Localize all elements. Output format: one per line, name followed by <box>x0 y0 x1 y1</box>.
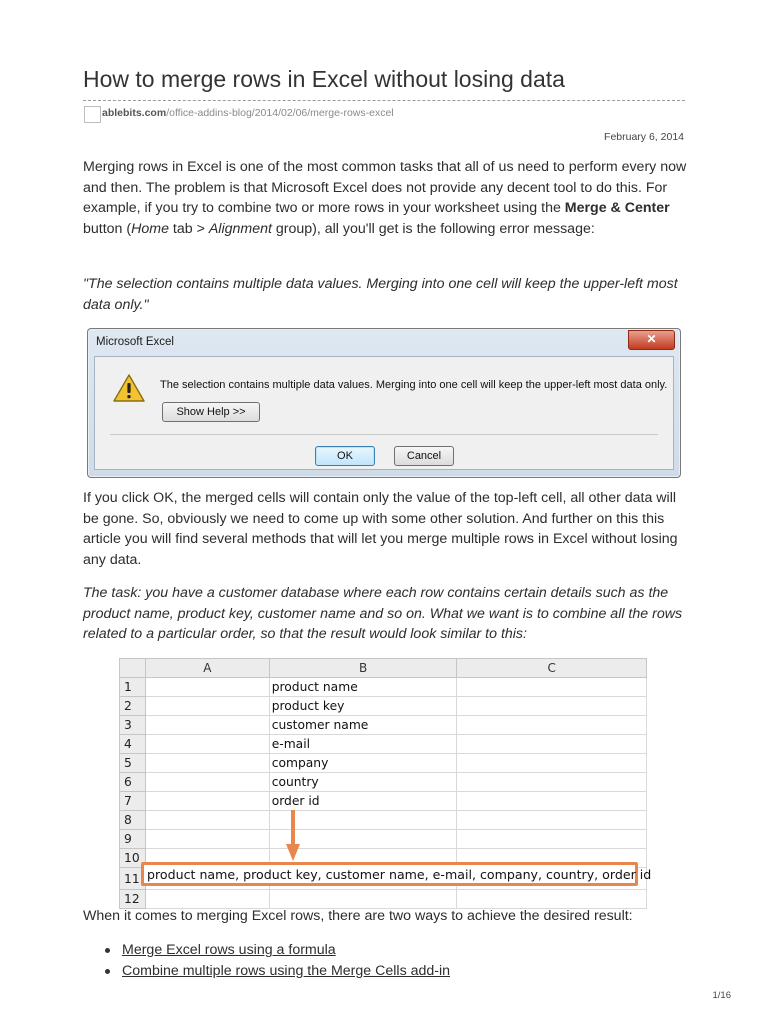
spreadsheet-example <box>119 658 647 906</box>
error-quote: "The selection contains multiple data values. Merging into one cell will keep the upper-left most data only." <box>83 276 678 313</box>
table-row <box>120 754 647 773</box>
table-row <box>120 792 647 811</box>
cell: country <box>269 773 457 792</box>
row-header: 3 <box>120 716 146 735</box>
row-header: 10 <box>120 849 146 868</box>
down-arrow-icon <box>285 810 301 862</box>
merge-center-term: Merge & Center <box>564 200 670 217</box>
cell: product name <box>269 678 457 697</box>
merged-cell-result: product name, product key, customer name, e-mail, company, country, order id <box>141 862 638 886</box>
intro-paragraph: Merging rows in Excel is one of the most common tasks that all of us need to perform every now and then. The problem is that Microsoft Excel does not provide any decent tool to do this. For example, if you try to combine two or more rows in your worksheet using the Merge & Center button (Home tab > Alignment group), all you'll get is the following error message: <box>83 159 687 237</box>
dialog-message: The selection contains multiple data values. Merging into one cell will keep the upper-left most data only. <box>160 379 668 391</box>
cell: company <box>269 754 457 773</box>
dialog-body <box>94 356 674 470</box>
row-header: 6 <box>120 773 146 792</box>
row-header: 12 <box>120 890 146 909</box>
page-number: 1/16 <box>712 990 731 1001</box>
page-title: How to merge rows in Excel without losing data <box>83 66 565 92</box>
list-item <box>101 961 450 982</box>
publish-date: February 6, 2014 <box>604 131 684 143</box>
addin-method-link[interactable]: Combine multiple rows using the Merge Cells add-in <box>122 963 451 979</box>
cell: order id <box>269 792 457 811</box>
table-row <box>120 735 647 754</box>
table-row <box>120 811 647 830</box>
row-header: 1 <box>120 678 146 697</box>
task-paragraph: The task: you have a customer database where each row contains certain details such as the product name, product key, customer name and so on. What we want is to combine all the rows related to a particular order, so that the result would look similar to this: <box>83 585 683 643</box>
source-path: /office-addins-blog/2014/02/06/merge-rows-excel <box>166 107 394 119</box>
column-header: B <box>269 659 457 678</box>
methods-intro: When it comes to merging Excel rows, there are two ways to achieve the desired result: <box>83 908 633 924</box>
title-divider <box>83 100 685 101</box>
cancel-button[interactable]: Cancel <box>394 446 454 466</box>
source-domain: ablebits.com <box>102 107 167 119</box>
methods-list <box>101 940 450 982</box>
cell: e-mail <box>269 735 457 754</box>
corner-cell <box>120 659 146 678</box>
list-item <box>101 940 450 961</box>
source-favicon-icon <box>84 106 101 123</box>
warning-icon <box>113 374 145 403</box>
explanation-paragraph: If you click OK, the merged cells will contain only the value of the top-left cell, all other data will be gone. So, obviously we need to come up with some other solution. And further on this this article you will find several methods that will let you merge multiple rows in Excel without losing any data. <box>83 490 678 568</box>
row-header: 5 <box>120 754 146 773</box>
close-icon[interactable]: ✕ <box>628 330 675 350</box>
row-header: 9 <box>120 830 146 849</box>
dialog-separator <box>110 434 658 435</box>
row-header: 2 <box>120 697 146 716</box>
row-header: 8 <box>120 811 146 830</box>
column-header: A <box>145 659 269 678</box>
formula-method-link[interactable]: Merge Excel rows using a formula <box>122 942 336 958</box>
dialog-title: Microsoft Excel <box>96 336 174 348</box>
cell: customer name <box>269 716 457 735</box>
cell: product key <box>269 697 457 716</box>
table-row <box>120 697 647 716</box>
source-url[interactable] <box>102 107 394 119</box>
row-header: 7 <box>120 792 146 811</box>
column-header: C <box>457 659 647 678</box>
table-row <box>120 830 647 849</box>
show-help-button[interactable]: Show Help >> <box>162 402 260 422</box>
table-row <box>120 678 647 697</box>
ok-button[interactable]: OK <box>315 446 375 466</box>
excel-error-dialog <box>87 328 681 478</box>
table-row <box>120 773 647 792</box>
row-header: 11 <box>120 868 146 890</box>
row-header: 4 <box>120 735 146 754</box>
table-row <box>120 716 647 735</box>
